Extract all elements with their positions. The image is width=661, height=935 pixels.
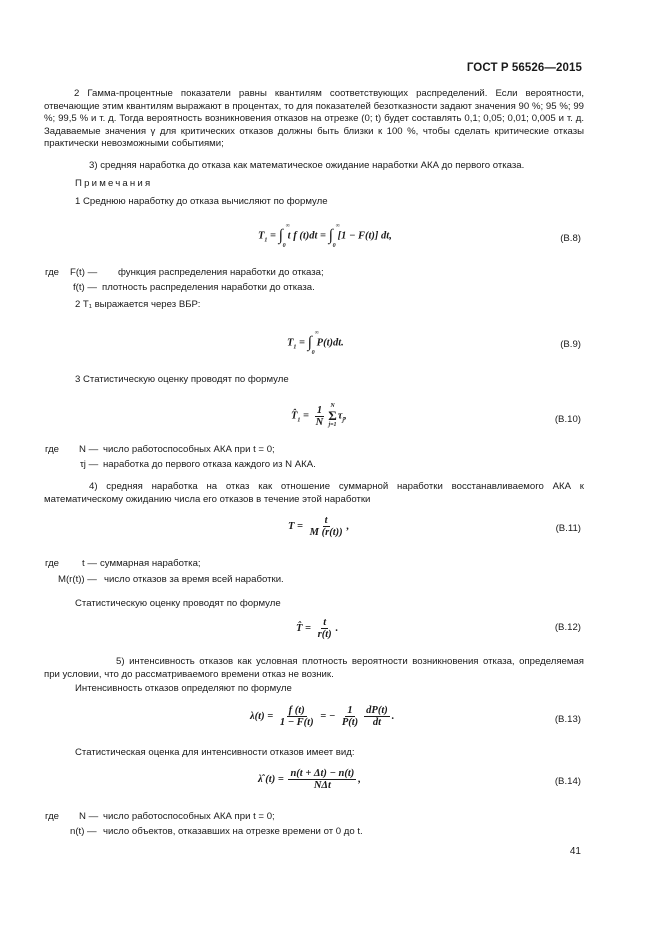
formula-b9: $T_1$ = ∫ ∞ 0 P(t)dt. (287, 334, 344, 352)
formula-b10: $T̂_1$ = $\frac{1}{N}$ N Σ j=1 $\tau_j$, (291, 403, 347, 428)
note-1: 1 Среднюю наработку до отказа вычисляют по формуле (75, 196, 328, 207)
def-symbol: N — (79, 811, 99, 822)
eq-number-b11: (В.11) (555, 523, 581, 534)
def-text: число отказов за время всей наработки. (104, 574, 284, 585)
eq-number-b9: (В.9) (560, 339, 581, 350)
eq-number-b13: (В.13) (554, 714, 581, 725)
paragraph-rate-estimate: Статистическая оценка для интенсивности отказов имеет вид: (75, 747, 355, 758)
where-label: где (45, 267, 60, 278)
note-3: 3 Статистическую оценку проводят по формуле (75, 374, 289, 385)
def-symbol: M(r(t)) — (58, 574, 97, 585)
page-number: 41 (569, 846, 581, 857)
def-text: функция распределения наработки до отказа; (118, 267, 324, 278)
eq-number-b8: (В.8) (560, 233, 581, 244)
paragraph-failure-rate: 5) интенсивность отказов как условная плотность вероятности возникновения отказа, определяемая при условии, что до рассматриваемого времени отказ не возник. (44, 656, 584, 680)
formula-b11: T = $\frac{t}{M (r(t))}$ , (288, 515, 350, 538)
formula-b8: $T_1$ = ∫ ∞ 0 t f (t)dt = ∫ ∞ 0 [1 − F(t)] dt, (258, 227, 392, 245)
paragraph-gamma: 2 Гамма-процентные показатели равны квантилям соответствующих распределений. Если вероятности, отвечающие этим квантилям выражают в процентах, то для показателей безотказности задают значения 90 %; 95 %; 99 %; 99,5 % и т. д. Тогда вероятность возникновения отказов на отрезке (0; t) будет составлять 0,1; 0,05; 0,01; 0,005 и т. д. Задаваемые значения γ для критических отказов должны быть близки к 100 %, чтобы сделать критические отказы практически невозможными событиями; (44, 88, 584, 150)
where-label: где (45, 811, 60, 822)
def-symbol: τj — (80, 459, 99, 470)
def-symbol: n(t) — (70, 826, 97, 837)
eq-number-b10: (В.10) (554, 414, 581, 425)
def-text: наработка до первого отказа каждого из N АКА. (103, 459, 316, 470)
def-text: суммарная наработка; (100, 558, 201, 569)
def-text: число объектов, отказавших на отрезке времени от 0 до t. (103, 826, 363, 837)
note-2: 2 T₁ выражается через ВБР: (75, 299, 201, 310)
notes-title: Примечания (75, 178, 153, 189)
where-label: где (45, 444, 60, 455)
paragraph-failure-rate-formula: Интенсивность отказов определяют по формуле (75, 683, 292, 694)
def-text: число работоспособных АКА при t = 0; (103, 444, 275, 455)
def-symbol: t — (82, 558, 97, 569)
paragraph-mttf: 3) средняя наработка до отказа как математическое ожидание наработки АКА до первого отказа. (89, 160, 525, 171)
def-text: плотность распределения наработки до отказа. (102, 282, 315, 293)
def-symbol: f(t) — (73, 282, 97, 293)
paragraph-stat-estimate: Статистическую оценку проводят по формуле (75, 598, 281, 609)
def-symbol: N — (79, 444, 99, 455)
formula-b13: λ(t) = $\frac{f (t)}{1 - F(t)}$ = − $\frac{1}{P(t)}$ $\frac{dP(t)}{dt}$ . (250, 705, 395, 728)
where-label: где (45, 558, 60, 569)
def-text: число работоспособных АКА при t = 0; (103, 811, 275, 822)
document-code: ГОСТ Р 56526—2015 (466, 62, 582, 74)
eq-number-b12: (В.12) (554, 622, 581, 633)
paragraph-mtbf: 4) средняя наработка на отказ как отношение суммарной наработки восстанавливаемого АКА к математическому ожиданию числа его отказов в течение этой наработки (44, 481, 584, 505)
formula-b14: λ̂ (t) = $\frac{n(t + \Delta t) - n(t)}{\text{NΔt}}$ , (258, 768, 361, 791)
eq-number-b14: (В.14) (554, 776, 581, 787)
def-symbol: F(t) — (70, 267, 98, 278)
formula-b12: T̂ = $\frac{t}{r(t)}$ . (296, 617, 339, 640)
